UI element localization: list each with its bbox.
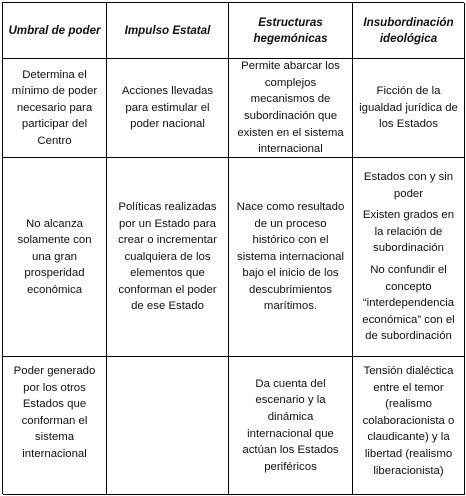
cell-text: Tensión dialéctica entre el temor (realismo colaboracionista o claudicante) y la libertad (realismo liberacionista) [362,365,455,477]
cell-text: Determina el mínimo de poder necesario para participar del Centro [11,68,98,147]
header-impulso-estatal: Impulso Estatal [107,3,229,59]
cell-text: Políticas realizadas por un Estado para crear o incrementar cualquiera de los elementos que conforman el poder de ese Estado [118,200,217,313]
cell-text: No alcanza solamente con una gran prosperidad económica [17,217,92,296]
table-cell [353,158,465,357]
concept-table [2,2,464,494]
cell-text: Nace como resultado de un proceso histórico con el sistema internacional bajo el inicio de los descubrimientos marítimos. [236,200,345,313]
table-cell [107,158,229,357]
cell-text: Permite abarcar los complejos mecanismos de subordinación que existen en el sistema internacional [237,60,344,156]
header-estructuras-hegemonicas: Estructuras hegemónicas [229,3,353,59]
cell-text: No confundir el concepto “interdependencia económica” con el de subordinación [362,264,455,343]
table-cell [3,158,107,357]
table-cell [3,59,107,158]
cell-text: Da cuenta del escenario y la dinámica internacional que actúan los Estados periféricos [242,377,339,473]
table-cell-empty [107,357,229,495]
table-cell [229,59,353,158]
header-umbral-de-poder: Umbral de poder [3,3,107,59]
table-cell [353,59,465,158]
cell-text: Ficción de la igualdad jurídica de los Estados [359,85,458,131]
cell-text: Acciones llevadas para estimular el poder nacional [121,85,214,131]
cell-text: Poder generado por los otros Estados que conforman el sistema internacional [13,365,96,460]
table-cell [3,357,107,495]
cell-text: Existen grados en la relación de subordinación [362,209,455,255]
table-cell [229,357,353,495]
table-cell [107,59,229,158]
table-cell [229,158,353,357]
table-cell [353,357,465,495]
cell-text: Estados con y sin poder [363,171,454,200]
header-insubordinacion-ideologica: Insubordinación ideológica [353,3,465,59]
